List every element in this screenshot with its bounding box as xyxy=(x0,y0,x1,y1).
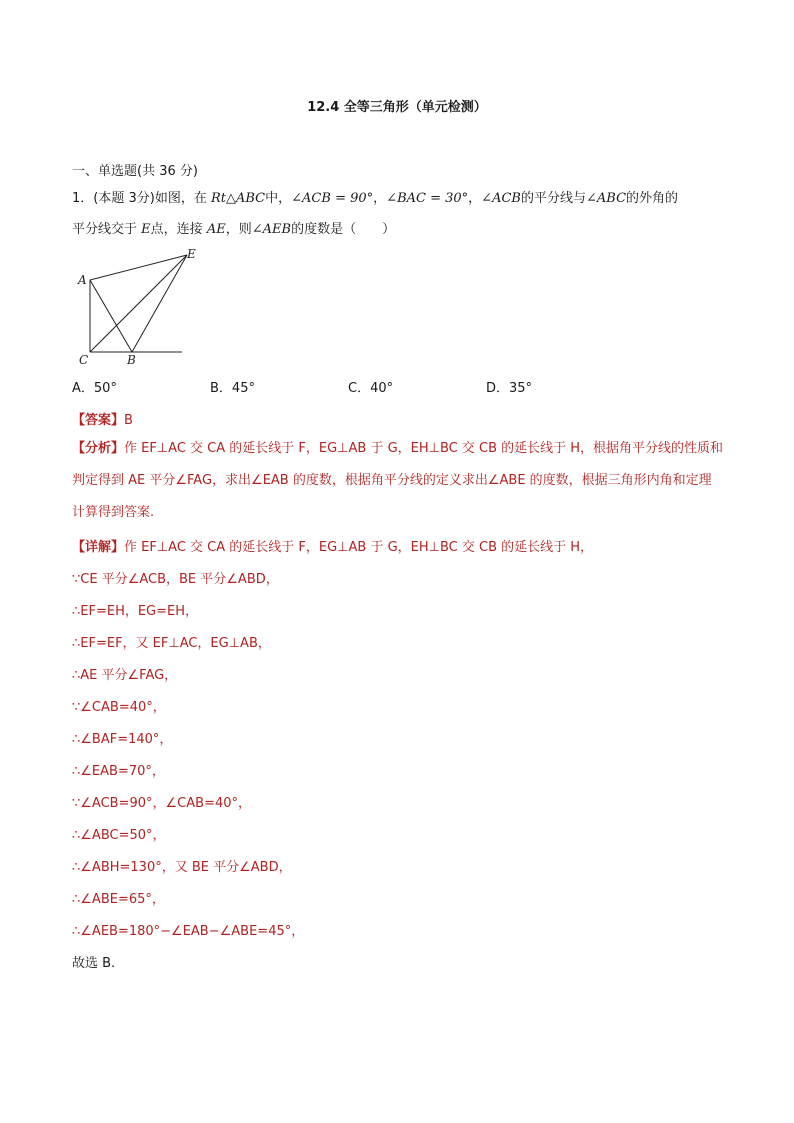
question-end-1: 的外角的 xyxy=(626,191,679,206)
detail-step: ∵CE 平分∠ACB，BE 平分∠ABD， xyxy=(72,572,279,587)
section-heading: 一、单选题(共 36 分) xyxy=(72,164,198,179)
separator: ， xyxy=(468,191,482,206)
conclusion: 故选 B. xyxy=(72,956,116,971)
option-b-value: 45° xyxy=(231,381,255,396)
rt-label: Rt xyxy=(210,191,226,206)
page-title: 12.4 全等三角形（单元检测） xyxy=(307,100,487,115)
option-a[interactable] xyxy=(72,377,117,396)
segment-be xyxy=(132,255,187,352)
answer-options xyxy=(72,377,632,395)
triangle-symbol: △ xyxy=(225,191,236,206)
option-c[interactable] xyxy=(348,377,393,396)
segment-ae xyxy=(90,255,187,280)
angle-acb: ACB xyxy=(492,191,521,206)
answer-tag: 【答案】 xyxy=(72,413,125,428)
option-d[interactable] xyxy=(486,377,532,396)
question-line2-c: ，则 xyxy=(225,222,252,237)
question-mid-1: 中， xyxy=(265,191,292,206)
analysis-tag: 【分析】 xyxy=(72,441,125,456)
label-c: C xyxy=(79,353,89,367)
triangle-abc: ABC xyxy=(235,191,266,206)
detail-step: ∴∠EAB=70°， xyxy=(72,764,165,779)
option-b[interactable] xyxy=(210,377,255,396)
question-line-1 xyxy=(72,187,678,206)
angle-symbol: ∠ xyxy=(291,191,303,206)
question-line-2 xyxy=(72,218,395,237)
detail-step: ∴∠BAF=140°， xyxy=(72,732,173,747)
angle-bac-eq: BAC = 30° xyxy=(397,191,469,206)
angle-symbol: ∠ xyxy=(386,191,398,206)
question-prefix: 1．(本题 3分)如图，在 xyxy=(72,191,207,206)
detail-step: ∴∠ABC=50°， xyxy=(72,828,166,843)
geometry-figure xyxy=(74,246,214,372)
question-mid-2: 的平分线与 xyxy=(520,191,586,206)
angle-acb-eq: ACB = 90° xyxy=(302,191,374,206)
label-b: B xyxy=(127,353,136,367)
detail-tag: 【详解】 xyxy=(72,540,125,555)
segment-ae: AE xyxy=(206,222,226,237)
question-line2-b: 点，连接 xyxy=(150,222,203,237)
detail-step: ∴EF=EF，又 EF⊥AC，EG⊥AB， xyxy=(72,636,271,651)
detail-step: ∴∠ABE=65°， xyxy=(72,892,165,907)
angle-symbol: ∠ xyxy=(251,222,263,237)
detail-step: ∵∠CAB=40°， xyxy=(72,700,166,715)
option-c-label: C． xyxy=(348,381,371,396)
segment-ce xyxy=(90,255,187,352)
question-line2-a: 平分线交于 xyxy=(72,222,138,237)
analysis-block xyxy=(72,433,724,529)
analysis-text: 作 EF⊥AC 交 CA 的延长线于 F，EG⊥AB 于 G，EH⊥BC 交 CB 的延长线于 H，根据角平分线的性质和判定得到 AE 平分∠FAG，求出∠EAB 的度数，根据角平分线的定义求出∠ABE 的度数，根据三角形内角和定理计算得到答案. xyxy=(72,441,724,520)
detail-step: ∴∠ABH=130°，又 BE 平分∠ABD， xyxy=(72,860,292,875)
option-d-label: D． xyxy=(486,381,510,396)
detail-first-line xyxy=(72,536,593,555)
option-a-label: A． xyxy=(72,381,94,396)
angle-symbol: ∠ xyxy=(585,191,597,206)
angle-symbol: ∠ xyxy=(481,191,493,206)
detail-step: ∴AE 平分∠FAG， xyxy=(72,668,178,683)
option-a-value: 50° xyxy=(93,381,117,396)
option-b-label: B． xyxy=(210,381,232,396)
angle-abc: ABC xyxy=(596,191,627,206)
detail-step: ∴∠AEB=180°−∠EAB−∠ABE=45°， xyxy=(72,924,305,939)
answer-line xyxy=(72,409,133,428)
option-c-value: 40° xyxy=(370,381,394,396)
label-e: E xyxy=(187,247,196,261)
label-a: A xyxy=(78,273,87,287)
point-e: E xyxy=(141,222,151,237)
detail-first: 作 EF⊥AC 交 CA 的延长线于 F，EG⊥AB 于 G，EH⊥BC 交 CB 的延长线于 H， xyxy=(124,540,594,555)
option-d-value: 35° xyxy=(509,381,533,396)
question-line2-d: 的度数是（ ） xyxy=(291,222,396,237)
angle-aeb: AEB xyxy=(262,222,292,237)
detail-step: ∵∠ACB=90°，∠CAB=40°， xyxy=(72,796,251,811)
answer-value: B xyxy=(124,413,133,428)
detail-step: ∴EF=EH，EG=EH， xyxy=(72,604,199,619)
separator: ， xyxy=(373,191,387,206)
